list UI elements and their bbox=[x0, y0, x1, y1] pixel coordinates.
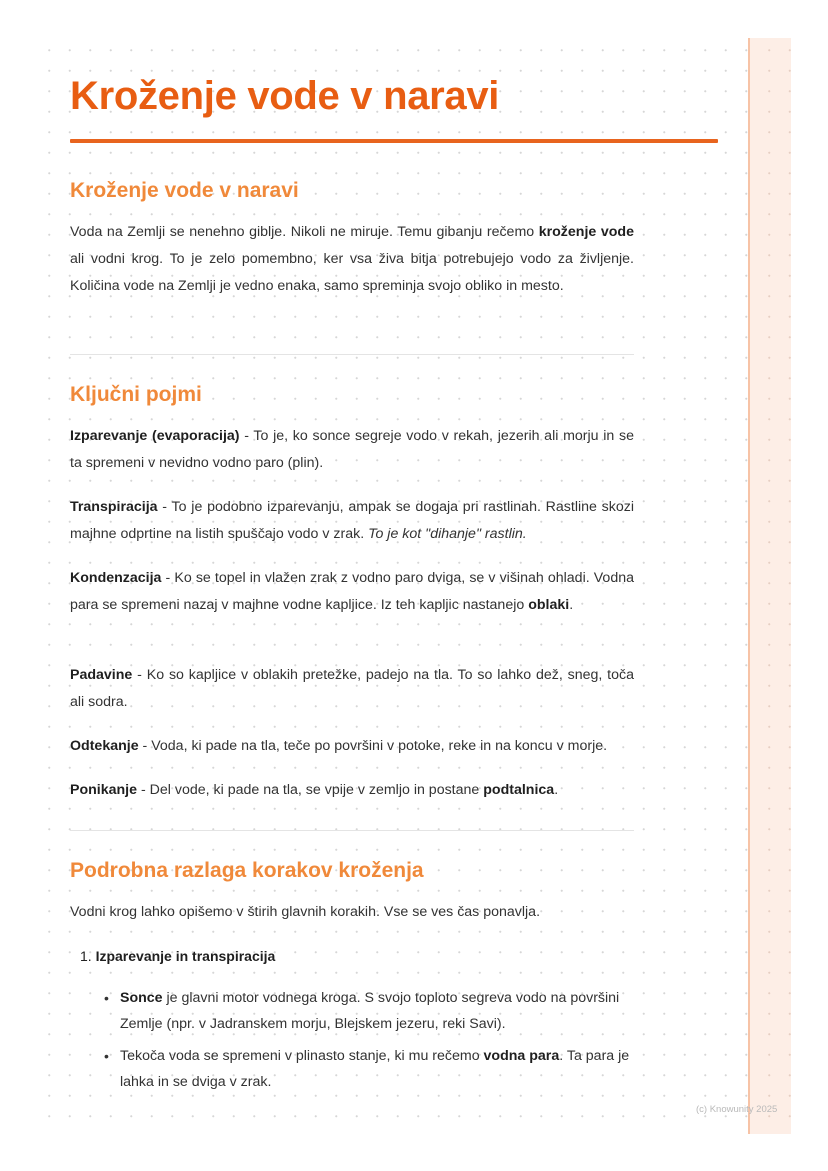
term-separator: - bbox=[132, 667, 147, 683]
bullet-body: . Ta para je lahka in se dviga v zrak. bbox=[120, 1048, 630, 1090]
list-number: 1. bbox=[80, 948, 92, 964]
bullet-text bbox=[120, 985, 634, 1037]
intro-bold-term: kroženje vode bbox=[538, 224, 634, 240]
term-definition: To je podobno izparevanju, ampak se dogaja pri rastlinah. Rastline skozi majhne odprtine na listih spuščajo vodo v zrak. bbox=[70, 499, 634, 542]
term-note-italic: To je kot "dihanje" rastlin. bbox=[368, 526, 527, 542]
bullet-bold-term: vodna para bbox=[483, 1048, 560, 1064]
term-name: Ponikanje bbox=[70, 782, 138, 798]
term-name: Odtekanje bbox=[70, 738, 139, 754]
term-definition: Ko se topel in vlažen zrak z vodno paro dviga, se v višinah ohladi. Vodna para se spremeni nazaj v majhne vodne kapljice. Iz teh kapljic nastanejo bbox=[70, 570, 634, 613]
term-item bbox=[70, 423, 634, 477]
term-separator: - bbox=[161, 570, 175, 586]
term-separator: - bbox=[239, 428, 254, 444]
term-name: Izparevanje (evaporacija) bbox=[70, 428, 240, 444]
intro-text: Voda na Zemlji se nenehno giblje. Nikoli ne miruje. Temu gibanju rečemo bbox=[70, 224, 539, 240]
section-divider bbox=[70, 830, 634, 831]
term-definition: Voda, ki pade na tla, teče po površini v potoke, reke in na koncu v morje. bbox=[151, 738, 608, 754]
section-heading-krozenje: Kroženje vode v naravi bbox=[70, 179, 299, 202]
term-name: Kondenzacija bbox=[70, 570, 162, 586]
bullet-icon: • bbox=[104, 1048, 109, 1064]
bullet-text bbox=[120, 1043, 634, 1095]
term-definition: Del vode, ki pade na tla, se vpije v zemljo in postane bbox=[149, 782, 484, 798]
bullet-body-pre: Tekoča voda se spremeni v plinasto stanje, ki mu rečemo bbox=[120, 1048, 484, 1064]
step-title: Izparevanje in transpiracija bbox=[95, 948, 276, 964]
section-intro-paragraph bbox=[70, 219, 634, 300]
decorative-side-band bbox=[748, 38, 791, 1134]
term-bold-keyword: podtalnica bbox=[483, 782, 555, 798]
term-definition: Ko so kapljice v oblakih pretežke, padejo na tla. To so lahko dež, sneg, toča ali sodra. bbox=[70, 667, 635, 710]
term-definition: To je, ko sonce segreje vodo v rekah, jezerih ali morju in se ta spremeni v nevidno vodno paro (plin). bbox=[70, 428, 634, 471]
term-item bbox=[70, 733, 634, 760]
copyright-footer: (c) Knowunity 2025 bbox=[696, 1104, 778, 1115]
intro-text-rest: ali vodni krog. To je zelo pomembno, ker vsa živa bitja potrebujejo vodo za življenje. Količina vode na Zemlji je vedno enaka, samo spreminja svojo obliko in mesto. bbox=[70, 251, 634, 294]
page-title: Kroženje vode v naravi bbox=[70, 74, 500, 118]
ordered-list-item bbox=[80, 945, 275, 967]
term-item bbox=[70, 494, 634, 548]
section-heading-kljucni-pojmi: Ključni pojmi bbox=[70, 383, 202, 406]
bullet-icon: • bbox=[104, 990, 109, 1006]
term-separator: - bbox=[157, 499, 172, 515]
bullet-item bbox=[100, 985, 634, 1037]
term-separator: - bbox=[138, 738, 152, 754]
title-underline bbox=[70, 139, 718, 143]
term-item bbox=[70, 662, 634, 716]
term-item bbox=[70, 777, 634, 804]
term-end-punct: . bbox=[554, 782, 559, 798]
section-heading-podrobna-razlaga: Podrobna razlaga korakov kroženja bbox=[70, 859, 424, 882]
term-name: Padavine bbox=[70, 667, 133, 683]
term-bold-keyword: oblaki bbox=[528, 597, 570, 613]
term-end-punct: . bbox=[569, 597, 574, 613]
term-separator: - bbox=[137, 782, 150, 798]
bullet-body: je glavni motor vodnega kroga. S svojo toploto segreva vodo na površini Zemlje (npr. v Jadranskem morju, Blejskem jezeru, reki Savi). bbox=[120, 990, 620, 1032]
term-item bbox=[70, 565, 634, 619]
bullet-item bbox=[100, 1043, 634, 1095]
bullet-bold-term: Sonce bbox=[120, 990, 163, 1006]
section-divider bbox=[70, 354, 634, 355]
section-intro-paragraph: Vodni krog lahko opišemo v štirih glavnih korakih. Vse se ves čas ponavlja. bbox=[70, 904, 541, 920]
term-name: Transpiracija bbox=[70, 499, 158, 515]
